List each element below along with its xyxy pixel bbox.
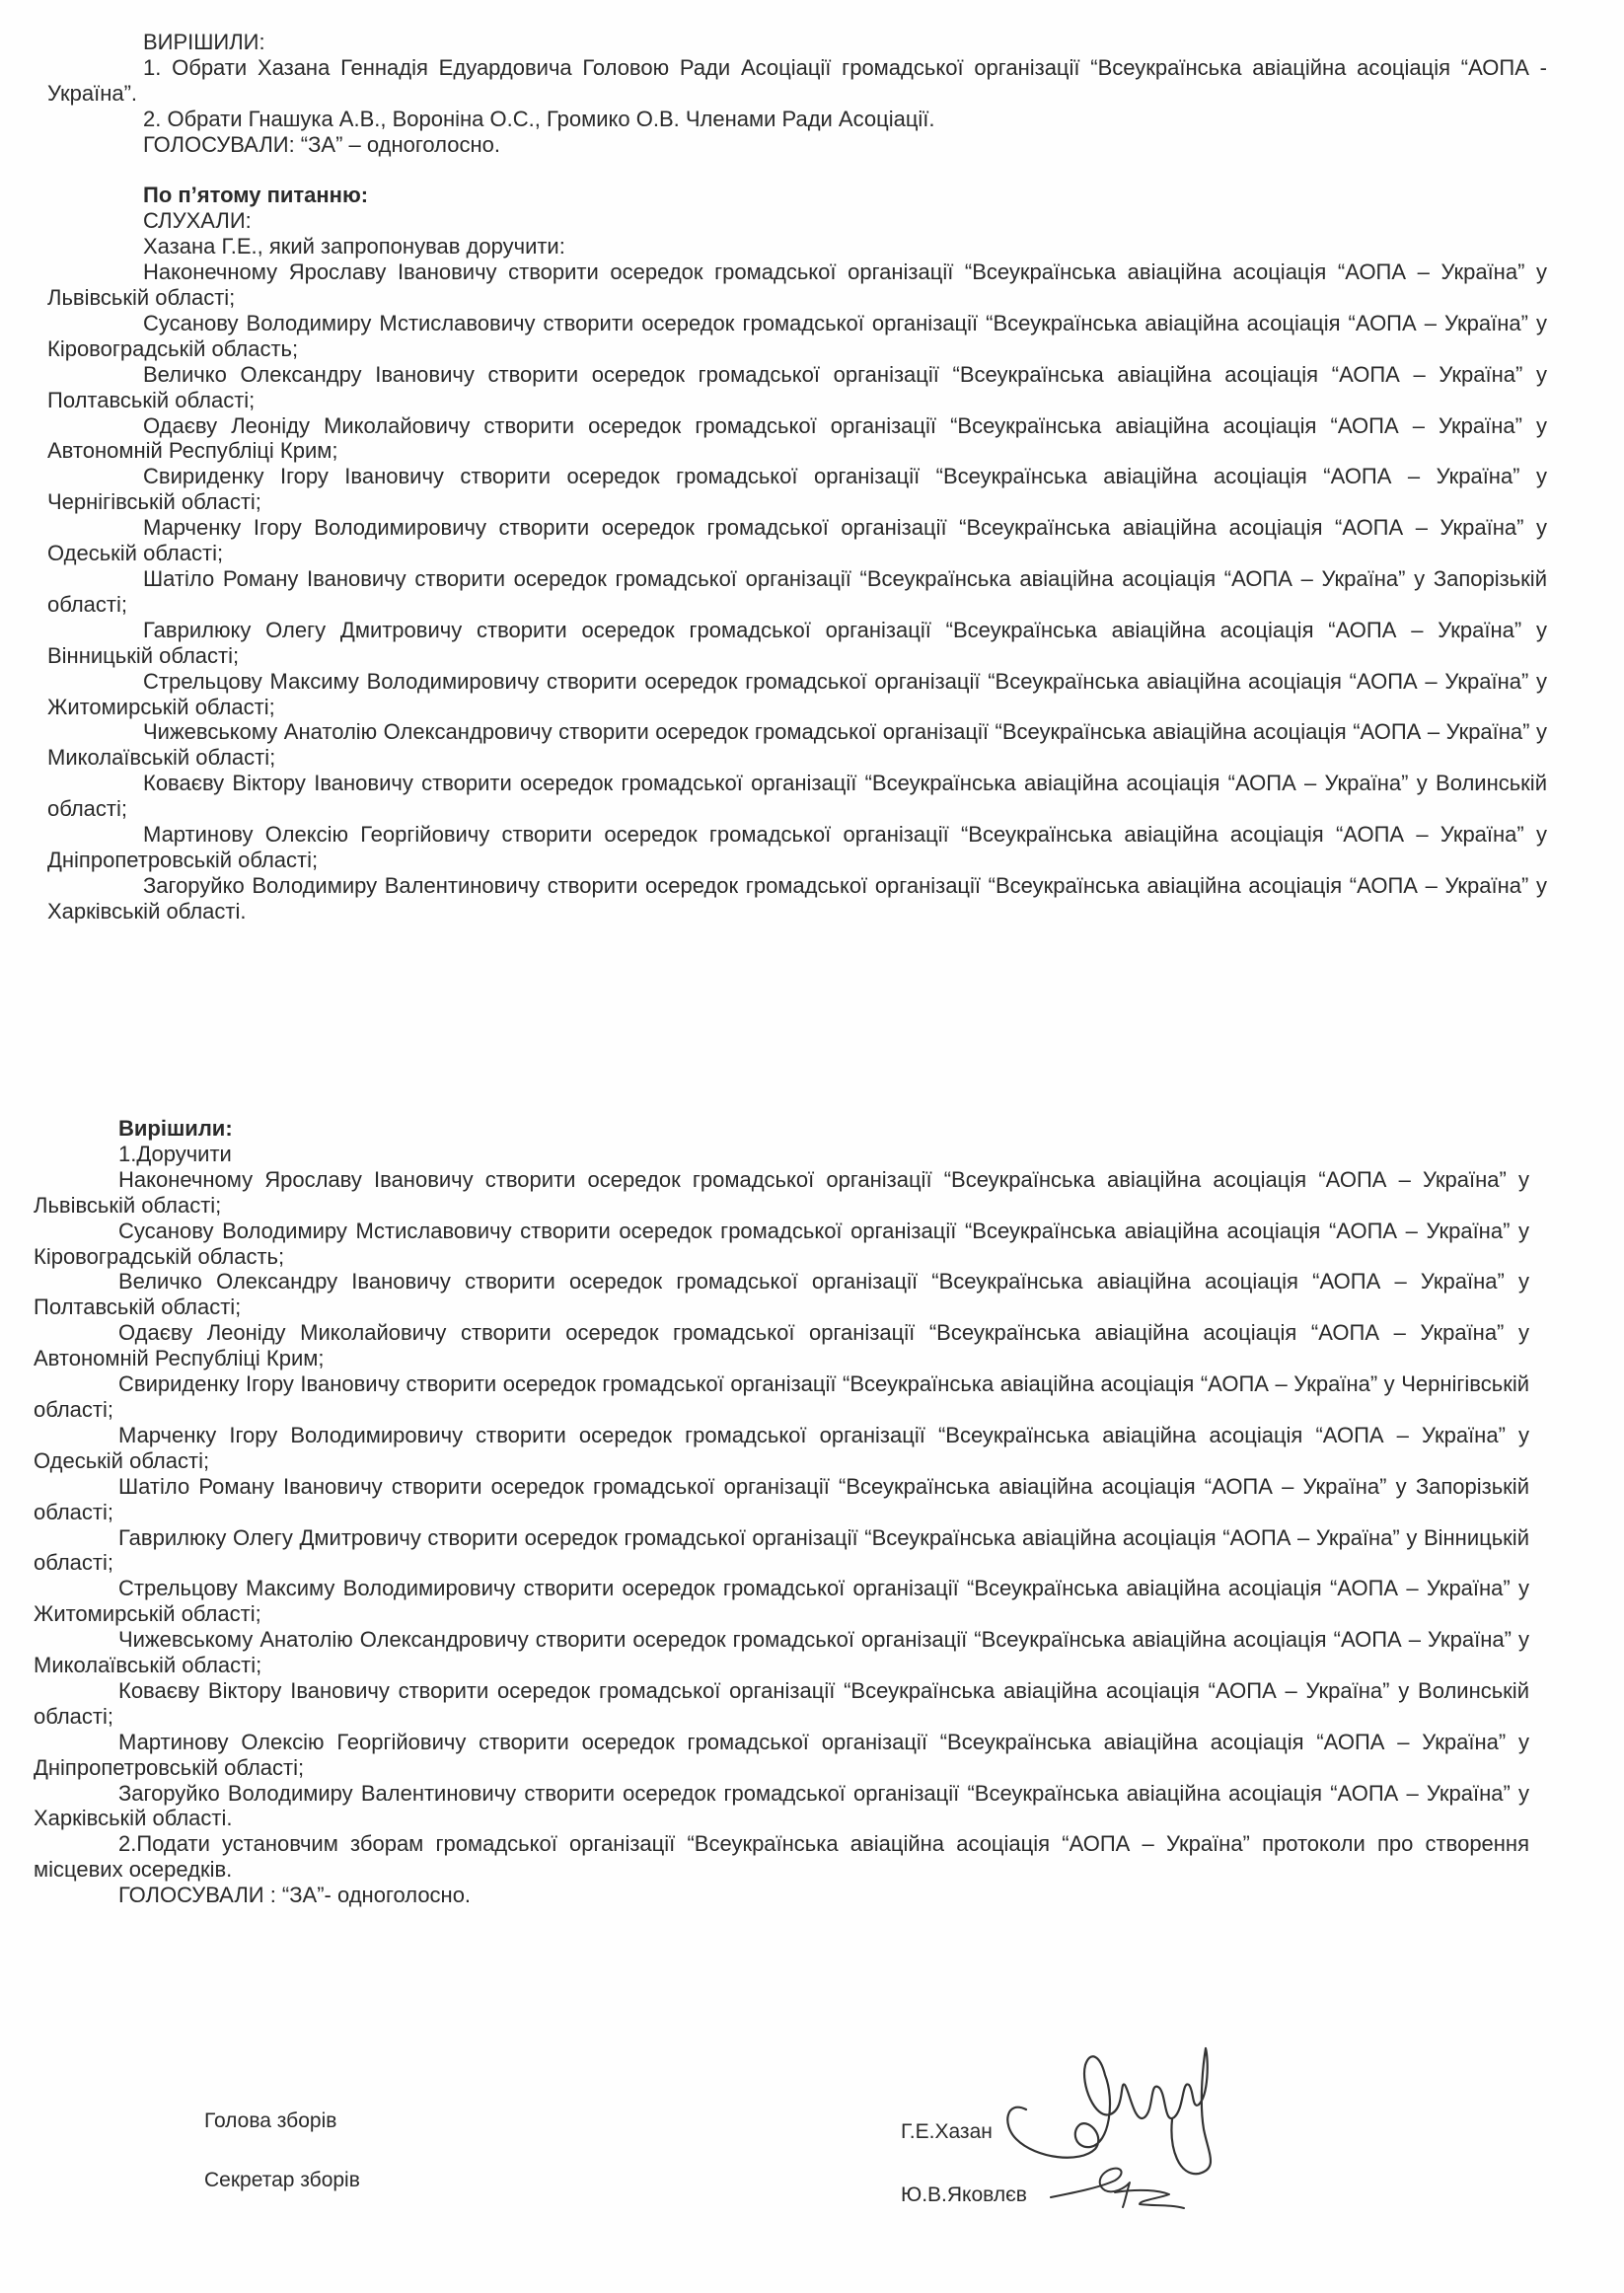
proposal-item: Мартинову Олексію Георгійовичу створити осередок громадської організації “Всеукраїнська авіаційна асоціація “АОПА – Україна” у Дніпропетровській області; [47,822,1547,872]
decision-item: Величко Олександру Івановичу створити осередок громадської організації “Всеукраїнська авіаційна асоціація “АОПА – Україна” у Полтавській області; [34,1269,1529,1320]
decision-item: 1. Обрати Хазана Геннадія Едуардовича Головою Ради Асоціації громадської організації “Всеукраїнська авіаційна асоціація “АОПА - Україна”. [47,54,1547,106]
decision-item: Загоруйко Володимиру Валентиновичу створити осередок громадської організації “Всеукраїнська авіаційна асоціація “АОПА – Україна” у Харківській області. [34,1780,1529,1831]
decision-item: Коваєву Віктору Івановичу створити осередок громадської організації “Всеукраїнська авіаційна асоціація “АОПА – Україна” у Волинській області; [34,1677,1529,1729]
proposal-item: Гаврилюку Олегу Дмитровичу створити осередок громадської організації “Всеукраїнська авіаційна асоціація “АОПА – Україна” у Вінницькій області; [47,617,1547,668]
decision-item: Одаєву Леоніду Миколайовичу створити осередок громадської організації “Всеукраїнська авіаційна асоціація “АОПА – Україна” у Автономній Республіці Крим; [34,1320,1529,1371]
proposal-item: Наконечному Ярославу Івановичу створити осередок громадської організації “Всеукраїнська авіаційна асоціація “АОПА – Україна” у Львівській області; [47,259,1547,311]
decision-item: Гаврилюку Олегу Дмитровичу створити осередок громадської організації “Всеукраїнська авіаційна асоціація “АОПА – Україна” у Вінницькій області; [34,1524,1529,1576]
proposal-item: Свириденку Ігору Івановичу створити осередок громадської організації “Всеукраїнська авіаційна асоціація “АОПА – Україна” у Чернігівській області; [47,464,1547,515]
decision1-label: 1.Доручити [118,1141,232,1166]
decision-item: Стрельцову Максиму Володимировичу створити осередок громадської організації “Всеукраїнська авіаційна асоціація “АОПА – Україна” у Житомирській області; [34,1576,1529,1627]
vote-result: ГОЛОСУВАЛИ: “ЗА” – одноголосно. [143,131,500,157]
proposal-item: Сусанову Володимиру Мстиславовичу створити осередок громадської організації “Всеукраїнська авіаційна асоціація “АОПА – Україна” у Кіровоградській область; [47,310,1547,361]
proposal-item: Коваєву Віктору Івановичу створити осередок громадської організації “Всеукраїнська авіаційна асоціація “АОПА – Україна” у Волинській області; [47,771,1547,822]
decision-item: Шатіло Роману Івановичу створити осередок громадської організації “Всеукраїнська авіаційна асоціація “АОПА – Україна” у Запорізькій області; [34,1473,1529,1524]
decision-item: Марченку Ігору Володимировичу створити осередок громадської організації “Всеукраїнська авіаційна асоціація “АОПА – Україна” у Одеській області; [34,1422,1529,1473]
secretary-role: Секретар зборів [204,2169,360,2191]
decision-item: Мартинову Олексію Георгійовичу створити осередок громадської організації “Всеукраїнська авіаційна асоціація “АОПА – Україна” у Дніпропетровській області; [34,1729,1529,1780]
decision-item: 2. Обрати Гнашука А.В., Вороніна О.С., Громико О.В. Членами Ради Асоціації. [143,106,935,131]
chair-name: Г.Е.Хазан [901,2120,993,2143]
section-heading: По п’ятому питанню: [143,183,369,208]
vote-result: ГОЛОСУВАЛИ : “ЗА”- одноголосно. [118,1883,472,1908]
decision-item: Чижевському Анатолію Олександровичу створити осередок громадської організації “Всеукраїнська авіаційна асоціація “АОПА – Україна” у Миколаївській області; [34,1627,1529,1678]
top-column [47,30,1547,925]
proposal-item: Одаєву Леоніду Миколайовичу створити осередок громадської організації “Всеукраїнська авіаційна асоціація “АОПА – Україна” у Автономній Республіці Крим; [47,412,1547,464]
proposal-item: Шатіло Роману Івановичу створити осередок громадської організації “Всеукраїнська авіаційна асоціація “АОПА – Україна” у Запорізькій області; [47,566,1547,617]
decision-item: Свириденку Ігору Івановичу створити осередок громадської організації “Всеукраїнська авіаційна асоціація “АОПА – Україна” у Чернігівській області; [34,1371,1529,1422]
heard-label: СЛУХАЛИ: [143,208,252,234]
chair-signature-icon [997,2040,1253,2179]
decision-heading: ВИРІШИЛИ: [143,30,265,54]
spacer [47,158,1547,184]
proposal-item: Стрельцову Максиму Володимировичу створити осередок громадської організації “Всеукраїнська авіаційна асоціація “АОПА – Україна” у Житомирській області; [47,668,1547,719]
decision-item: Сусанову Володимиру Мстиславовичу створити осередок громадської організації “Всеукраїнська авіаційна асоціація “АОПА – Україна” у Кіровоградській область; [34,1218,1529,1269]
decision-item: Наконечному Ярославу Івановичу створити осередок громадської організації “Всеукраїнська авіаційна асоціація “АОПА – Україна” у Львівській області; [34,1166,1529,1218]
chair-role: Голова зборів [204,2109,337,2132]
decision2-item: 2.Подати установчим зборам громадської організації “Всеукраїнська авіаційна асоціація “АОПА – Україна” протоколи про створення місцевих осередків. [34,1831,1529,1883]
decision-column [34,1116,1529,1908]
secretary-signature-icon [1046,2163,1194,2212]
decided-label: Вирішили: [118,1116,233,1141]
proposal-item: Чижевському Анатолію Олександровичу створити осередок громадської організації “Всеукраїнська авіаційна асоціація “АОПА – Україна” у Миколаївській області; [47,719,1547,771]
speaker-line: Хазана Г.Е., який запропонував доручити: [143,234,565,259]
proposal-item: Марченку Ігору Володимировичу створити осередок громадської організації “Всеукраїнська авіаційна асоціація “АОПА – Україна” у Одеській області; [47,515,1547,566]
proposal-item: Загоруйко Володимиру Валентиновичу створити осередок громадської організації “Всеукраїнська авіаційна асоціація “АОПА – Україна” у Харківській області. [47,872,1547,924]
proposal-item: Величко Олександру Івановичу створити осередок громадської організації “Всеукраїнська авіаційна асоціація “АОПА – Україна” у Полтавській області; [47,361,1547,412]
secretary-name: Ю.В.Яковлєв [901,2183,1027,2206]
